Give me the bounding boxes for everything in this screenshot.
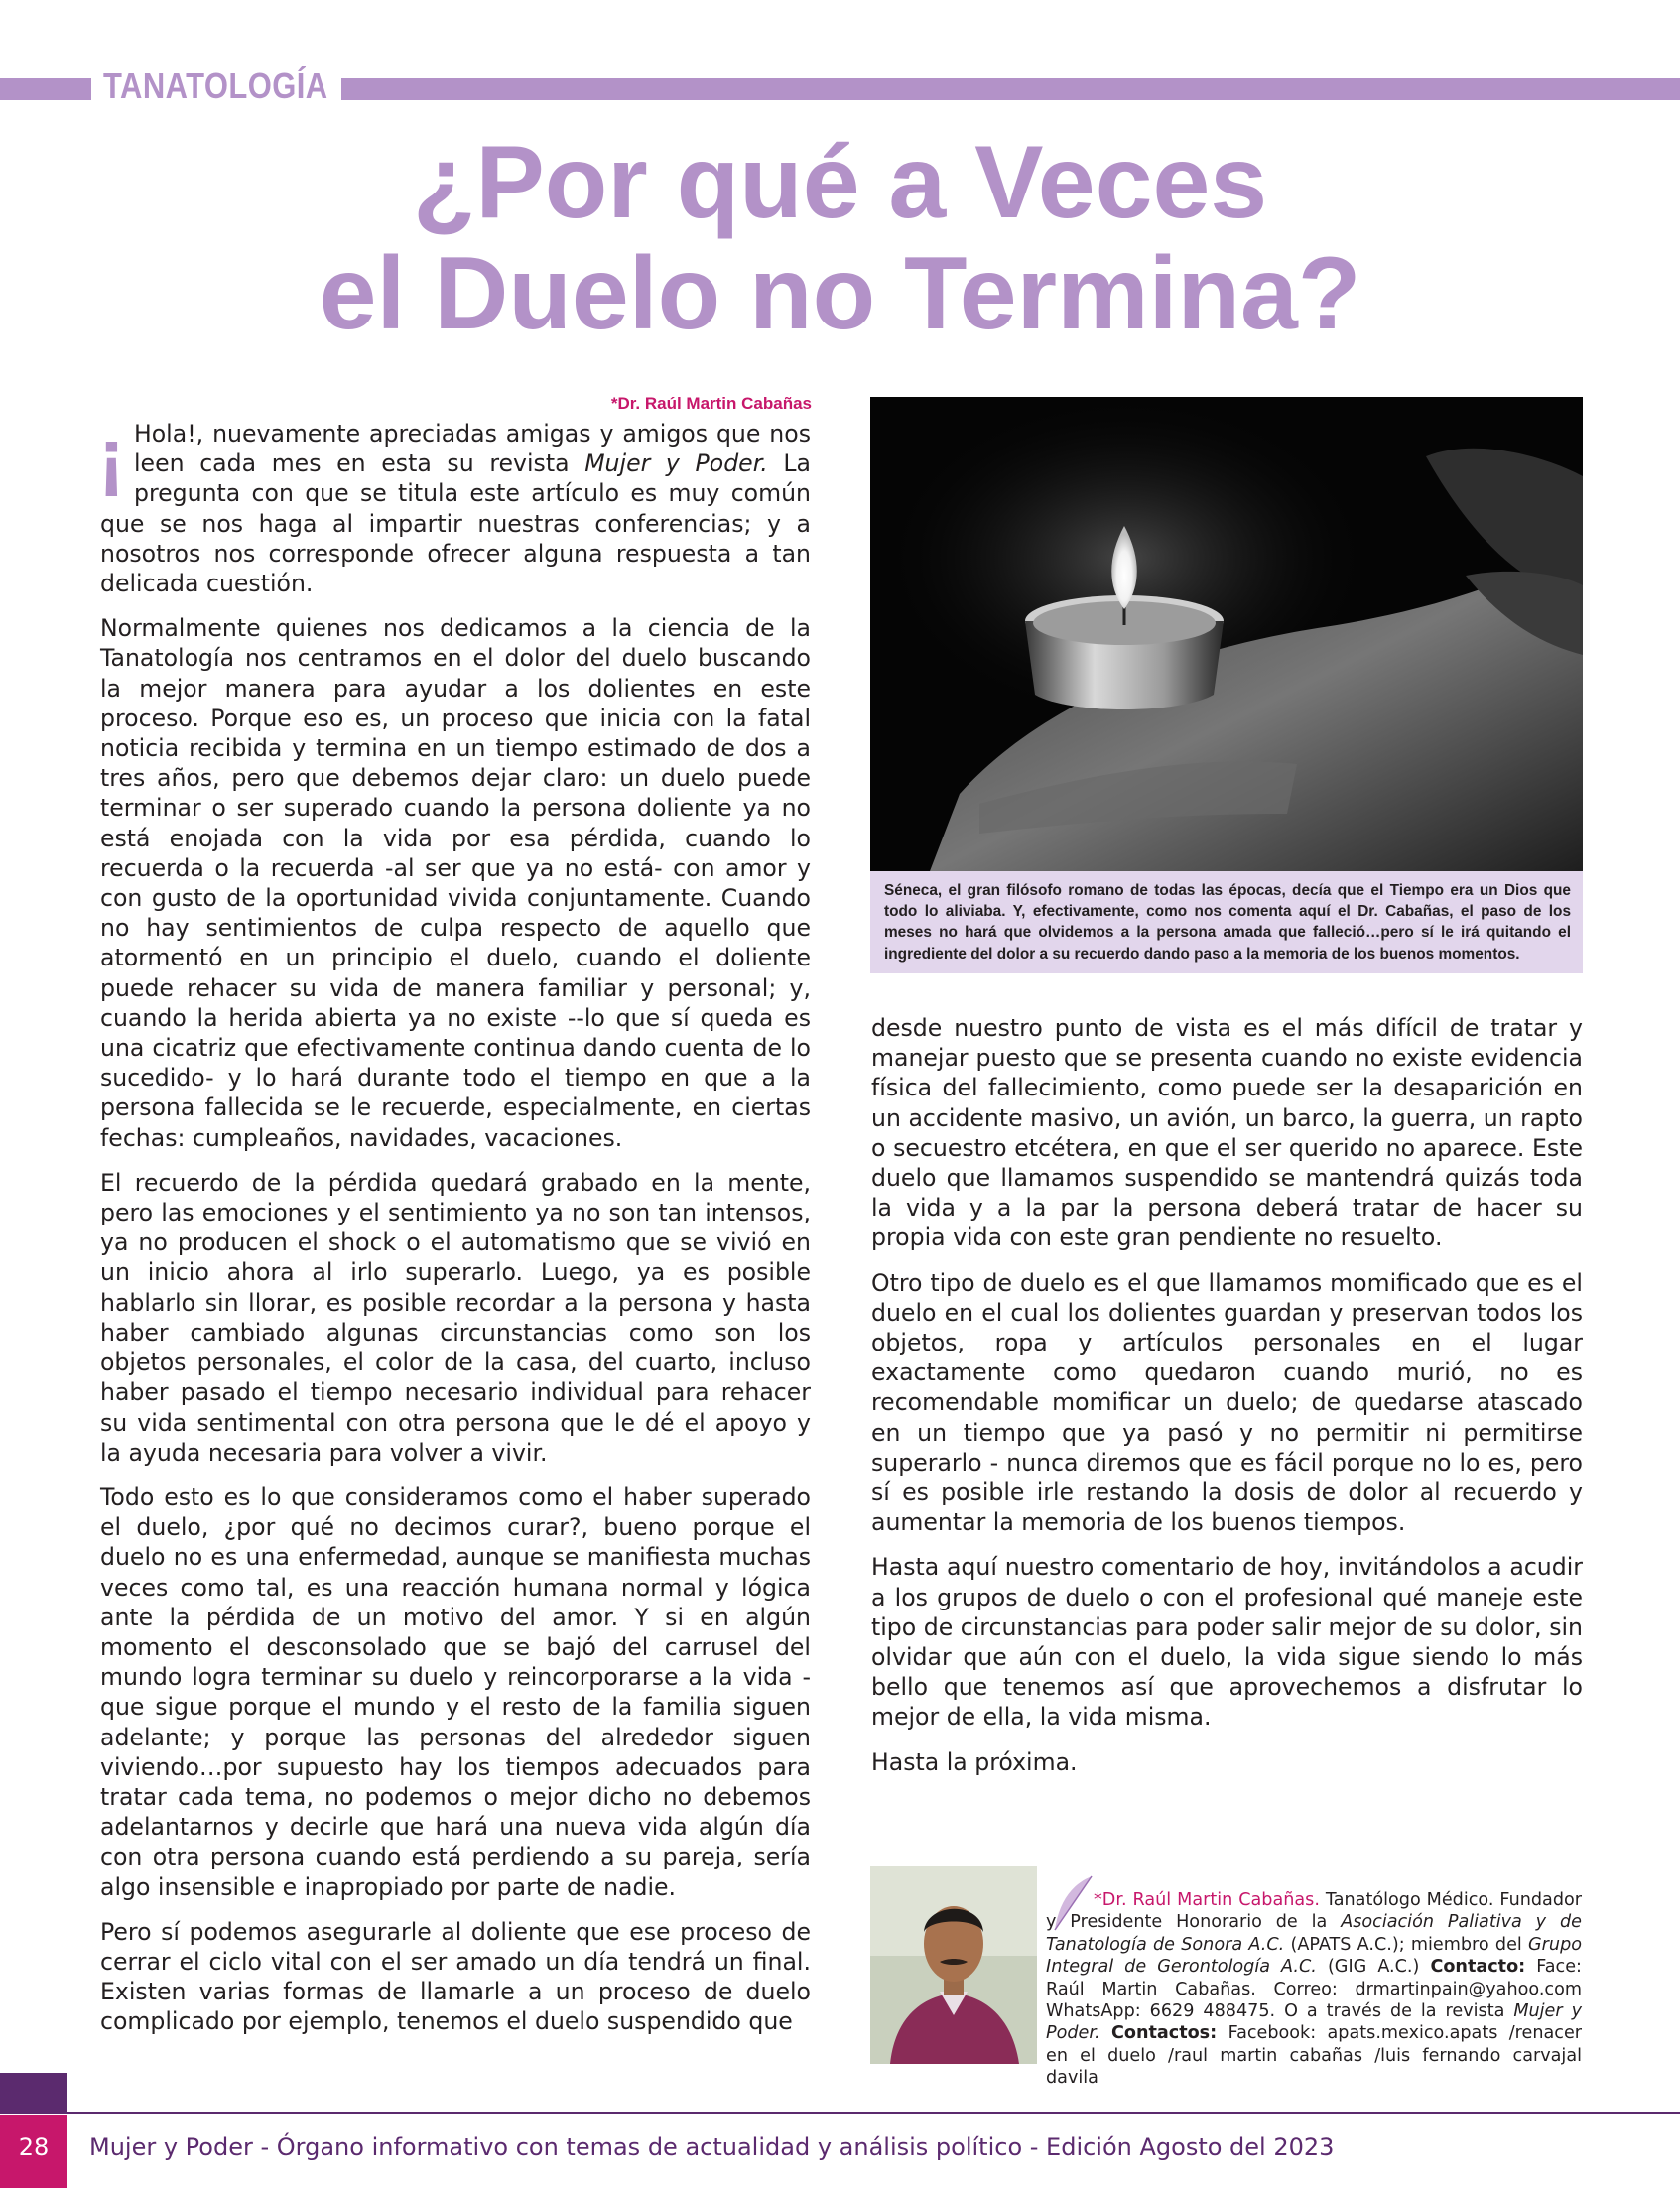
bio-text-4: Face: Raúl Martin Cabañas. Correo: drmartinpain@yahoo.com WhatsApp: 6629 488475. O a través de la revista [1046,1957,1582,2022]
section-bar-right [341,78,1680,100]
bio-text-2: (APATS A.C.); miembro del [1284,1934,1529,1955]
paragraph-3: El recuerdo de la pérdida quedará grabado en la mente, pero las emociones y el sentimiento ya no son tan intensos, ya no producen el shock o el automatismo que se vivió en un inicio ahora al irlo superarlo. Luego, ya es posible hablarlo sin llorar, es posible recordar a la persona y hasta haber cambiado algunas circunstancias como son los objetos personales, el color de la casa, del cuarto, incluso haber pasado el tiempo necesario individual para rehacer su vida sentimental con otra persona que le dé el apoyo y la ayuda necesaria para volver a vivir. [100,1168,811,1467]
association-name: Asociación Paliativa y de Tanatología de Sonora A.C. [1046,1912,1582,1955]
photo-caption: Séneca, el gran filósofo romano de todas las épocas, decía que el Tiempo era un Dios que todo lo aliviaba. Y, efectivamente, como nos comenta aquí el Dr. Cabañas, el paso de los meses no hará que olvidemos a la persona amada que falleció…pero sí le irá quitando el ingrediente del dolor a su recuerdo dando paso a la memoria de los buenos momentos. [884,882,1571,963]
title-line-2: el Duelo no Termina? [319,236,1361,351]
bio-text-6: Facebook: apats.mexico.apats /renacer en el duelo /raul martin cabañas /luis fernando carvajal davila [1046,2023,1583,2089]
footer-page-block [0,2073,67,2114]
paragraph-closing: Hasta la próxima. [871,1747,1078,1776]
magazine-name: Mujer y Poder. [584,450,768,478]
intro-text-b: La pregunta con que se titula este artículo es muy común que se nos haga al impartir nuestras conferencias; y a nosotros nos corresponde ofrecer alguna respuesta a tan delicada cuestión. [100,450,812,598]
section-label: TANATOLOGÍA [103,65,328,106]
page-number: 28 [18,2133,50,2161]
bio-text-5 [1100,2023,1111,2043]
byline: *Dr. Raúl Martin Cabañas [610,394,812,413]
title-line-1: ¿Por qué a Veces [412,125,1268,240]
column-left [98,412,812,2052]
footer-rule [0,2112,1680,2114]
magazine-name-bio: Mujer y Poder. [1046,2001,1582,2044]
section-bar-left [0,78,91,100]
paragraph-2: Normalmente quienes nos dedicamos a la ciencia de la Tanatología nos centramos en el dolor del duelo buscando la mejor manera para ayudar a los dolientes en este proceso. Porque eso es, un proceso que inicia con la fatal noticia recibida y termina en un tiempo estimado de dos a tres años, pero que debemos dejar claro: un duelo puede terminar o ser superado cuando la persona doliente ya no está enojada con la vida por esa pérdida, cuando lo recuerda o la recuerda -al ser que ya no está- con amor y con gusto de la oportunidad vivida conjuntamente. Cuando no hay sentimientos de culpa respecto de aquello que atormentó en un principio el duelo, cuando el doliente puede rehacer su vida de manera familiar y personal; y, cuando la herida abierta ya no existe --lo que sí queda es una cicatriz que efectivamente continua dando cuenta de lo sucedido- y lo hará durante todo el tiempo en que a la persona fallecida se le recuerde, especialmente, en ciertas fechas: cumpleaños, navidades, vacaciones. [100,614,811,1152]
bio-text-3: (GIG A.C.) [1316,1957,1431,1978]
group-name: Grupo Integral de Gerontología A.C. [1046,1934,1582,1978]
article-title [0,127,1680,349]
paragraph-7: Otro tipo de duelo es el que llamamos momificado que es el duelo en el cual los dolientes guardan y preservan todos los objetos, ropa y artículos personales en el lugar exactamente como quedaron cuando murió, no es recomendable momificar un duelo; de quedarse atascado en un tiempo que ya pasó y no permitir ni permitirse superarlo - nunca diremos que es fácil porque no lo es, pero sí es posible irle restando la dosis de dolor al recuerdo y aumentar la memoria de los buenos tiempos. [871,1268,1583,1537]
footer-text: Mujer y Poder - Órgano informativo con temas de actualidad y análisis político - Edición Agosto del 2023 [89,2133,1335,2161]
author-bio [1046,1889,1582,2090]
author-photo [870,1866,1037,2064]
paragraph-intro [98,412,812,598]
contact-label: Contacto: [1430,1957,1526,1978]
contacts-label: Contactos: [1110,2023,1218,2044]
candle-in-hand-photo [870,397,1583,871]
bio-text-1: Tanatólogo Médico. Fundador y Presidente Honorario de la [1046,1890,1582,1933]
paragraph-4: Todo esto es lo que consideramos como el haber superado el duelo, ¿por qué no decimos curar?, bueno porque el duelo no es una enfermedad, aunque se manifiesta muchas veces como tal, es una reacción humana normal y lógica ante la pérdida de un motivo del amor. Y si en algún momento el desconsolado que se bajó del carrusel del mundo logra terminar su duelo y reincorporarse a la vida -que sigue porque el mundo y el resto de la familia siguen adelante; y porque las personas del alrededor siguen viviendo…por supuesto hay los tiempos adecuados para tratar cada tema, no podemos o mejor dicho no debemos adelantarnos y decirle que hará una nueva vida algún día con otra persona cuando está perdiendo a su pareja, sería algo insensible e inapropiado por parte de nadie. [100,1482,811,1901]
column-right [871,1013,1583,1792]
author-name: *Dr. Raúl Martin Cabañas. [1094,1890,1320,1910]
intro-text-a: Hola!, nuevamente apreciadas amigas y amigos que nos leen cada mes en esta su revista [134,420,811,478]
paragraph-8: Hasta aquí nuestro comentario de hoy, invitándolos a acudir a los grupos de duelo o con el profesional qué maneje este tipo de circunstancias para poder salir mejor de su dolor, sin olvidar que aún con el duelo, la vida sigue siendo lo más bello que tenemos así que aprovechemos a disfrutar lo mejor de ella, la vida misma. [871,1553,1583,1732]
paragraph-6: desde nuestro punto de vista es el más difícil de tratar y manejar puesto que se presenta cuando no existe evidencia física del fallecimiento, como puede ser la desaparición en un accidente masivo, un avión, un barco, la guerra, un rapto o secuestro etcétera, en que el ser querido no aparece. Este duelo que llamamos suspendido se mantendrá quizás toda la vida y a la par la persona deberá tratar de hacer su propia vida con este gran pendiente no resuelto. [871,1014,1583,1252]
paragraph-5: Pero sí podemos asegurarle al doliente que ese proceso de cerrar el ciclo vital con el ser amado un día tendrá un final. Existen varias formas de llamarle a un proceso de duelo complicado por ejemplo, tenemos el duelo suspendido que [100,1917,811,2036]
drop-cap: ¡ [98,412,125,500]
